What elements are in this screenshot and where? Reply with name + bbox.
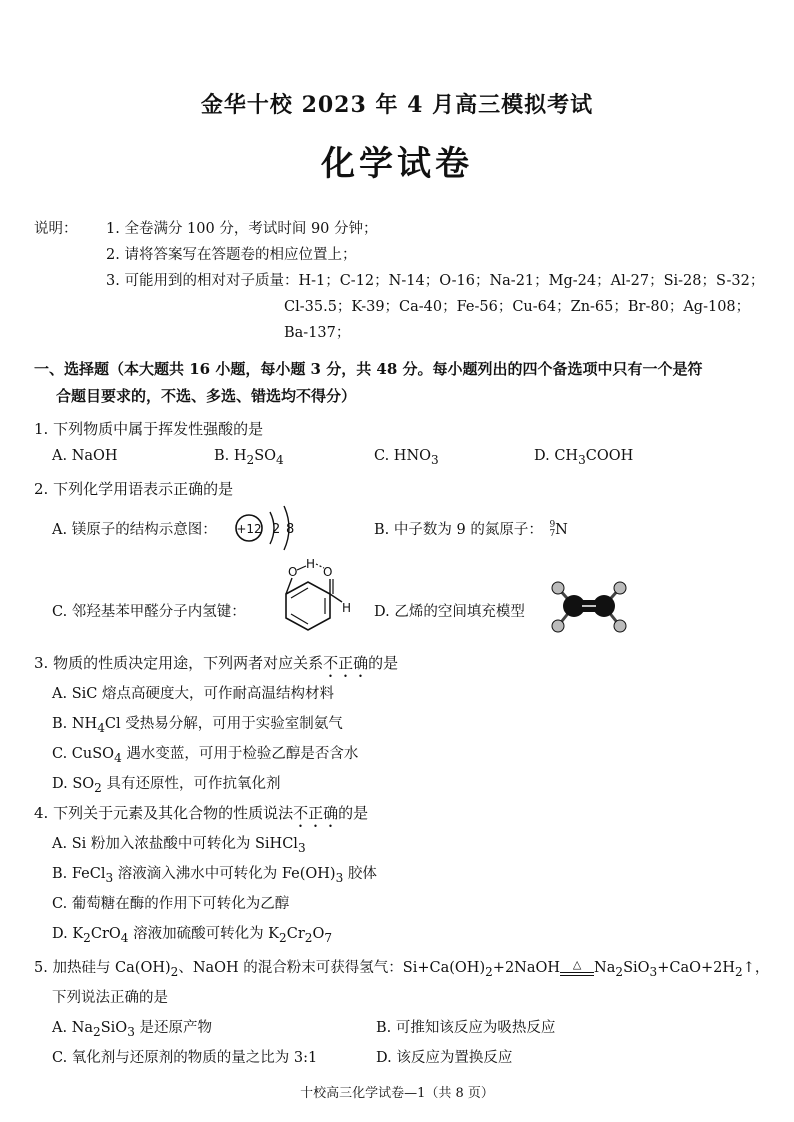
ethylene-space-filling-model [546,578,632,636]
heat-condition-arrow [560,958,594,971]
instruction-item: 3. 可能用到的相对对子质量：H-1；C-12；N-14；O-16；Na-21；Mg-24；Al-27；Si-28；S-32； [106,273,765,289]
delta-symbol: △ [572,958,582,971]
instruction-item-cont: Ba-137； [284,325,351,341]
equals-arrow [560,972,594,976]
shell-1-electrons: 2 [272,522,281,537]
instruction-item: 2. 请将答案写在答题卷的相应位置上； [106,247,357,263]
nuclide-numbers: 9 7 [549,520,556,539]
exam-subject: 化学试卷 [321,144,473,184]
q2-option-b: B. 中子数为 9 的氮原子： 9 7 N [374,520,568,539]
q1-option-b: B. $H_2SO_4$ [214,448,284,467]
q2-option-c: C. 邻羟基苯甲醛分子内氢键： [52,604,246,620]
aldehyde-hydrogen: H [342,601,352,615]
q4-option-c: C. 葡萄糖在酶的作用下可转化为乙醇 [52,896,290,912]
salicylaldehyde-structure [266,556,358,642]
shell-2-electrons: 8 [286,522,295,537]
instructions-label: 说明： [34,221,78,237]
question-2-stem: 2. 下列化学用语表示正确的是 [34,480,234,498]
q3-option-c: C. CuSO$_4$ 遇水变蓝，可用于检验乙醇是否含水 [52,746,359,765]
section-heading-line: 一、选择题（本大题共 16 小题，每小题 3 分，共 48 分。每小题列出的四个备选项中只有一个是符 [34,360,703,378]
question-5-stem-cont: 下列说法正确的是 [52,990,168,1006]
q1-option-c: C. $HNO_3$ [374,448,439,467]
hydroxyl-hydrogen: H [306,557,316,571]
page-footer: 十校高三化学试卷—1（共 8 页） [300,1086,494,1101]
exam-title: 金华十校 2023 年 4 月高三模拟考试 [200,92,594,118]
q3-option-d: D. $SO_2$ 具有还原性，可作抗氧化剂 [52,776,281,795]
question-3-stem: 3. 物质的性质决定用途，下列两者对应关系不正确的是 [34,654,399,672]
section-heading [34,356,714,410]
hydroxyl-oxygen: O [288,565,298,579]
nucleus-charge: +12 [236,522,262,536]
q4-option-d: D. $K_2CrO_4$ 溶液加硫酸可转化为 $K_2Cr_2O_7$ [52,926,333,945]
q5-option-c: C. 氧化剂与还原剂的物质的量之比为 3:1 [52,1050,318,1066]
q5-option-d: D. 该反应为置换反应 [376,1050,513,1066]
question-1-stem: 1. 下列物质中属于挥发性强酸的是 [34,420,264,438]
carbonyl-oxygen: O [323,565,333,579]
q3-option-b: B. $NH_4Cl$ 受热易分解，可用于实验室制氨气 [52,716,343,735]
magnesium-atom-diagram [232,502,308,554]
q5-option-b: B. 可推知该反应为吸热反应 [376,1020,556,1036]
section-heading-line: 合题目要求的，不选、多选、错选均不得分） [56,387,357,405]
q3-option-a: A. SiC 熔点高硬度大，可作耐高温结构材料 [52,686,334,702]
q5-option-a: A. $Na_2SiO_3$ 是还原产物 [52,1020,212,1039]
q1-option-a: A. NaOH [52,448,118,464]
q2-option-d: D. 乙烯的空间填充模型 [374,604,525,620]
q4-option-b: B. FeCl$_3$ 溶液滴入沸水中可转化为 $Fe(OH)_3$ 胶体 [52,866,377,885]
question-4-stem: 4. 下列关于元素及其化合物的性质说法不正确的是 [34,804,369,822]
instruction-item: 1. 全卷满分 100 分，考试时间 90 分钟； [106,221,378,237]
q1-option-d: D. $CH_3COOH$ [534,448,634,467]
question-5-stem: 5. 加热硅与 $Ca(OH)_2$、NaOH 的混合粉末可获得氢气：$Si+Ca(OH)_2+2NaOH$ △ $Na_2SiO_3+CaO+2H_2↑$， [34,958,770,979]
q2-option-a: A. 镁原子的结构示意图： [52,522,217,538]
instruction-item-cont: Cl-35.5；K-39；Ca-40；Fe-56；Cu-64；Zn-65；Br-80；Ag-108； [284,299,751,315]
instructions [34,216,764,346]
q4-option-a: A. Si 粉加入浓盐酸中可转化为 SiHCl$_3$ [52,836,306,855]
